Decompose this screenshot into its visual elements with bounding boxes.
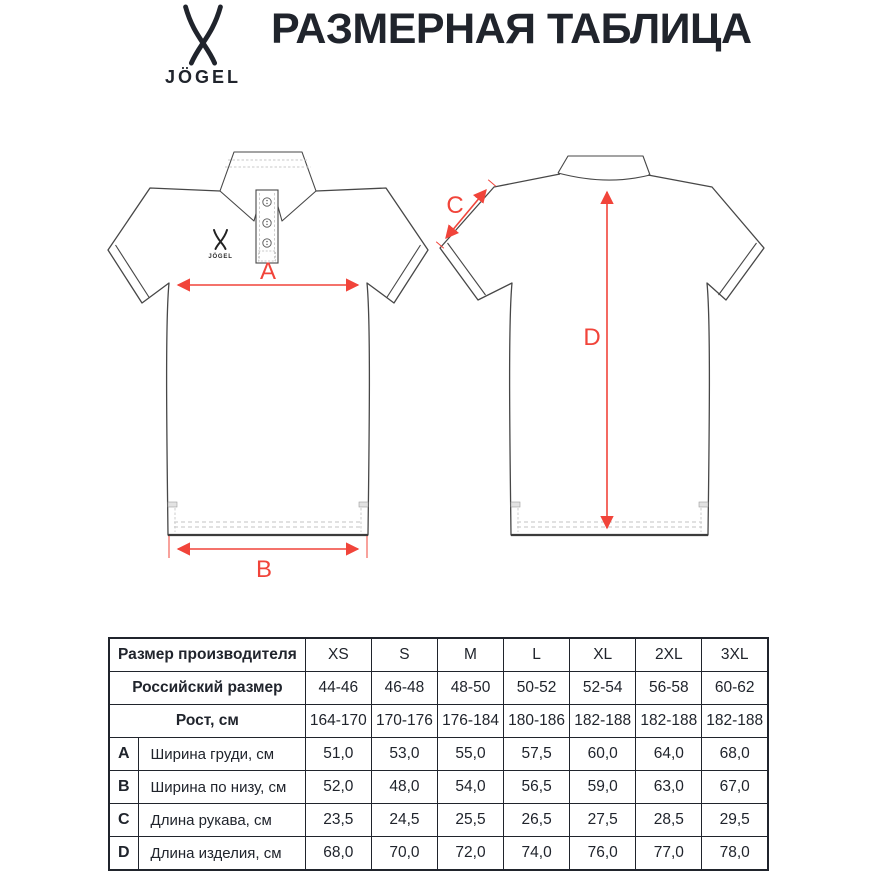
value-cell: 72,0 — [437, 837, 503, 871]
value-cell: 48,0 — [371, 771, 437, 804]
size-cell: 180-186 — [504, 705, 570, 738]
value-cell: 77,0 — [636, 837, 702, 871]
value-cell: 55,0 — [437, 738, 503, 771]
value-cell: 60,0 — [570, 738, 636, 771]
table-row-manufacturer-size — [109, 638, 768, 672]
measure-letter: B — [109, 771, 138, 804]
front-right-vent — [359, 502, 368, 507]
value-cell: 28,5 — [636, 804, 702, 837]
placket-buttons — [263, 198, 271, 247]
size-cell: 52-54 — [570, 672, 636, 705]
measure-label-a: A — [259, 258, 277, 285]
value-cell: 59,0 — [570, 771, 636, 804]
row-header: Рост, см — [109, 705, 305, 738]
brand-logo — [148, 4, 258, 88]
measure-label-c: C — [446, 192, 464, 219]
size-cell: XL — [570, 638, 636, 672]
value-cell: 78,0 — [702, 837, 768, 871]
size-cell: 182-188 — [702, 705, 768, 738]
value-cell: 63,0 — [636, 771, 702, 804]
size-cell: 170-176 — [371, 705, 437, 738]
size-cell: 46-48 — [371, 672, 437, 705]
value-cell: 26,5 — [504, 804, 570, 837]
size-cell: 164-170 — [305, 705, 371, 738]
measure-tick-c-top — [488, 180, 496, 186]
table-row-sleeve-length — [109, 804, 768, 837]
table-row-russian-size — [109, 672, 768, 705]
value-cell: 74,0 — [504, 837, 570, 871]
front-collar — [220, 152, 316, 191]
front-shirt-diagram — [88, 130, 436, 580]
page-title: РАЗМЕРНАЯ ТАБЛИЦА — [271, 5, 752, 53]
value-cell: 67,0 — [702, 771, 768, 804]
value-cell: 52,0 — [305, 771, 371, 804]
brand-wordmark: JÖGEL — [164, 67, 241, 87]
measure-label-d: D — [583, 324, 601, 351]
back-left-vent — [511, 502, 520, 507]
row-header: Размер производителя — [109, 638, 305, 672]
value-cell: 57,5 — [504, 738, 570, 771]
measure-name: Длина изделия, см — [138, 837, 305, 871]
size-cell: 182-188 — [636, 705, 702, 738]
back-shirt-diagram — [426, 130, 778, 580]
measure-name: Ширина по низу, см — [138, 771, 305, 804]
chest-logo-text: JÖGEL — [208, 254, 233, 260]
size-cell: 60-62 — [702, 672, 768, 705]
size-cell: 44-46 — [305, 672, 371, 705]
front-left-vent — [168, 502, 177, 507]
size-cell: M — [437, 638, 503, 672]
value-cell: 56,5 — [504, 771, 570, 804]
measure-letter: D — [109, 837, 138, 871]
back-body-outline — [440, 174, 764, 535]
value-cell: 54,0 — [437, 771, 503, 804]
value-cell: 27,5 — [570, 804, 636, 837]
size-cell: 3XL — [702, 638, 768, 672]
size-cell: XS — [305, 638, 371, 672]
value-cell: 53,0 — [371, 738, 437, 771]
value-cell: 23,5 — [305, 804, 371, 837]
size-cell: 176-184 — [437, 705, 503, 738]
measure-name: Ширина груди, см — [138, 738, 305, 771]
size-cell: 50-52 — [504, 672, 570, 705]
table-row-bottom-width — [109, 771, 768, 804]
measure-name: Длина рукава, см — [138, 804, 305, 837]
size-cell: 48-50 — [437, 672, 503, 705]
value-cell: 24,5 — [371, 804, 437, 837]
value-cell: 51,0 — [305, 738, 371, 771]
value-cell: 25,5 — [437, 804, 503, 837]
value-cell: 64,0 — [636, 738, 702, 771]
size-cell: 56-58 — [636, 672, 702, 705]
back-right-vent — [699, 502, 708, 507]
table-row-height — [109, 705, 768, 738]
measure-letter: A — [109, 738, 138, 771]
table-row-item-length — [109, 837, 768, 871]
measure-label-b: B — [255, 556, 273, 580]
size-cell: L — [504, 638, 570, 672]
value-cell: 70,0 — [371, 837, 437, 871]
table-row-chest-width — [109, 738, 768, 771]
row-header: Российский размер — [109, 672, 305, 705]
value-cell: 68,0 — [702, 738, 768, 771]
size-table — [108, 637, 769, 871]
size-cell: S — [371, 638, 437, 672]
jogel-logo-icon — [179, 4, 227, 66]
value-cell: 29,5 — [702, 804, 768, 837]
size-cell: 182-188 — [570, 705, 636, 738]
size-cell: 2XL — [636, 638, 702, 672]
value-cell: 76,0 — [570, 837, 636, 871]
measure-letter: C — [109, 804, 138, 837]
value-cell: 68,0 — [305, 837, 371, 871]
